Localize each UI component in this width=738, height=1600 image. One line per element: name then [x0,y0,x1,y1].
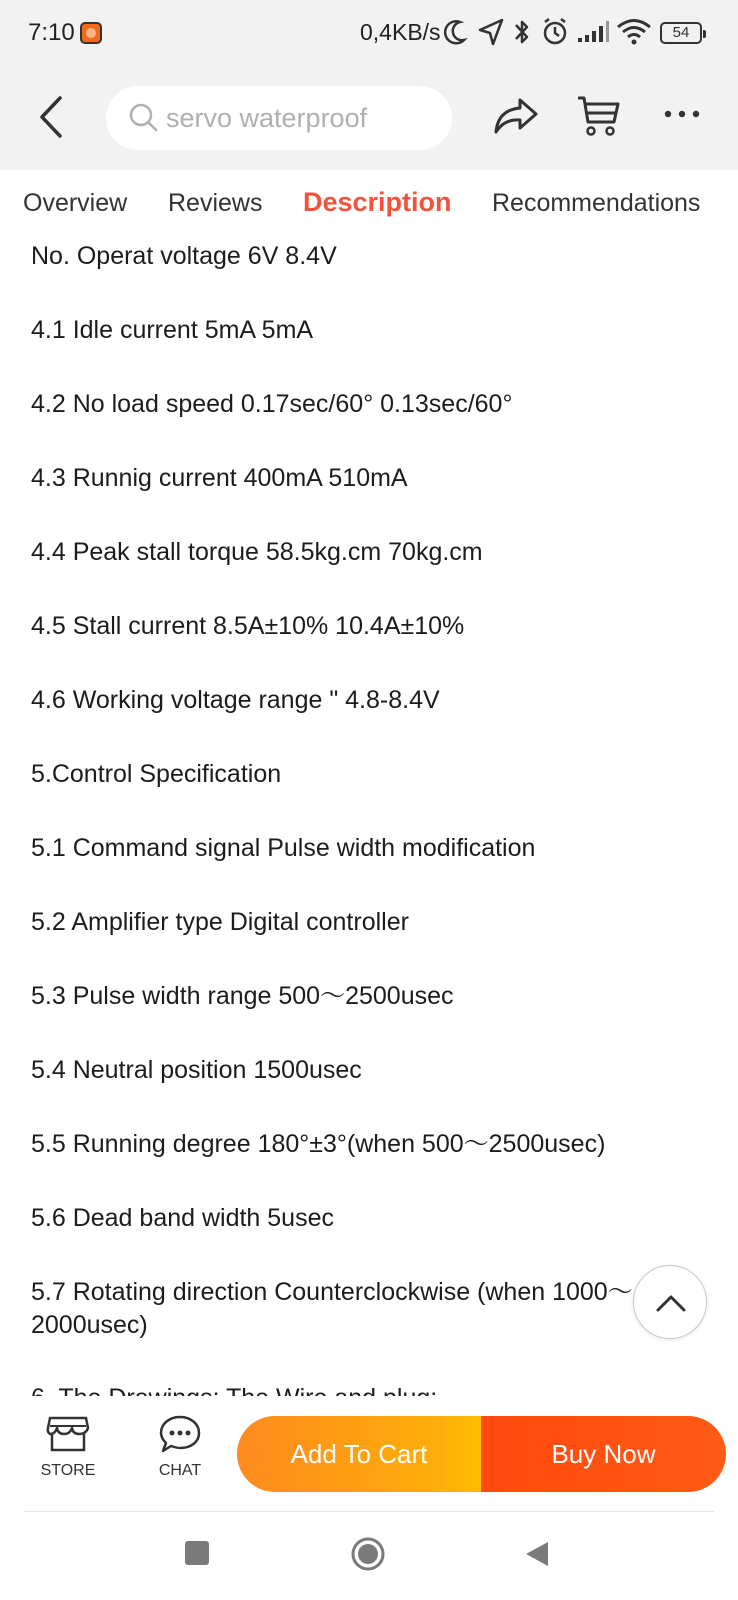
network-speed: 0,4KB/s [360,19,441,45]
spec-line: 5.6 Dead band width 5usec [31,1204,334,1232]
tab-description[interactable]: Description [303,187,452,217]
status-bar [0,0,738,66]
spec-line: 5.5 Running degree 180°±3°(when 500～2500usec) [31,1130,606,1158]
top-bar [0,66,738,170]
spec-line: 4.5 Stall current 8.5A±10% 10.4A±10% [31,612,465,640]
store-button[interactable] [28,1414,108,1480]
app-notification-icon [80,22,102,44]
search-placeholder: servo waterproof [166,103,368,133]
spec-line: 4.6 Working voltage range " 4.8-8.4V [31,686,440,714]
spec-line: 5.Control Specification [31,760,282,788]
tab-recommendations[interactable]: Recommendations [492,189,701,217]
chat-label: CHAT [158,1462,202,1479]
recent-apps-icon[interactable] [184,1540,210,1566]
spec-line: 5.4 Neutral position 1500usec [31,1056,362,1084]
location-icon [476,16,506,48]
tab-reviews[interactable]: Reviews [168,189,263,217]
system-nav-bar [0,1512,738,1600]
add-to-cart-button[interactable]: Add To Cart [237,1416,481,1492]
search-icon [128,102,160,134]
more-options-icon[interactable] [662,104,702,124]
description-content [0,240,738,1396]
bluetooth-icon [512,16,532,48]
back-arrow-icon[interactable] [32,92,74,142]
spec-line: 5.1 Command signal Pulse width modification [31,834,536,862]
store-label: STORE [40,1462,96,1479]
alarm-icon [540,16,570,48]
spec-line: 4.1 Idle current 5mA 5mA [31,316,314,344]
spec-line: 5.7 Rotating direction Counterclockwise (when 1000～2000usec) [31,1278,633,1339]
spec-line: 4.2 No load speed 0.17sec/60° 0.13sec/60° [31,390,513,418]
signal-icon [576,16,610,48]
chat-icon [158,1414,202,1454]
spec-line: 5.2 Amplifier type Digital controller [31,908,409,936]
tab-overview[interactable]: Overview [23,189,128,217]
wifi-icon [616,16,652,48]
chat-button[interactable] [140,1414,220,1480]
chevron-up-icon [654,1288,688,1316]
buy-now-button[interactable]: Buy Now [481,1416,726,1492]
spec-line: 5.3 Pulse width range 500～2500usec [31,982,454,1010]
scroll-to-top-button[interactable] [633,1265,707,1339]
search-input[interactable] [106,86,452,150]
cart-icon[interactable] [576,92,620,140]
status-time: 7:10 [28,19,75,46]
home-icon[interactable] [350,1536,386,1572]
moon-icon [442,16,468,48]
bottom-action-bar [0,1396,738,1510]
spec-line: 4.4 Peak stall torque 58.5kg.cm 70kg.cm [31,538,483,566]
spec-line: No. Operat voltage 6V 8.4V [31,242,337,270]
store-icon [46,1414,90,1454]
section-tabs [0,170,738,240]
back-nav-icon[interactable] [524,1540,550,1568]
battery-indicator: 54 [660,22,702,44]
share-icon[interactable] [492,96,540,138]
spec-line: 4.3 Runnig current 400mA 510mA [31,464,408,492]
